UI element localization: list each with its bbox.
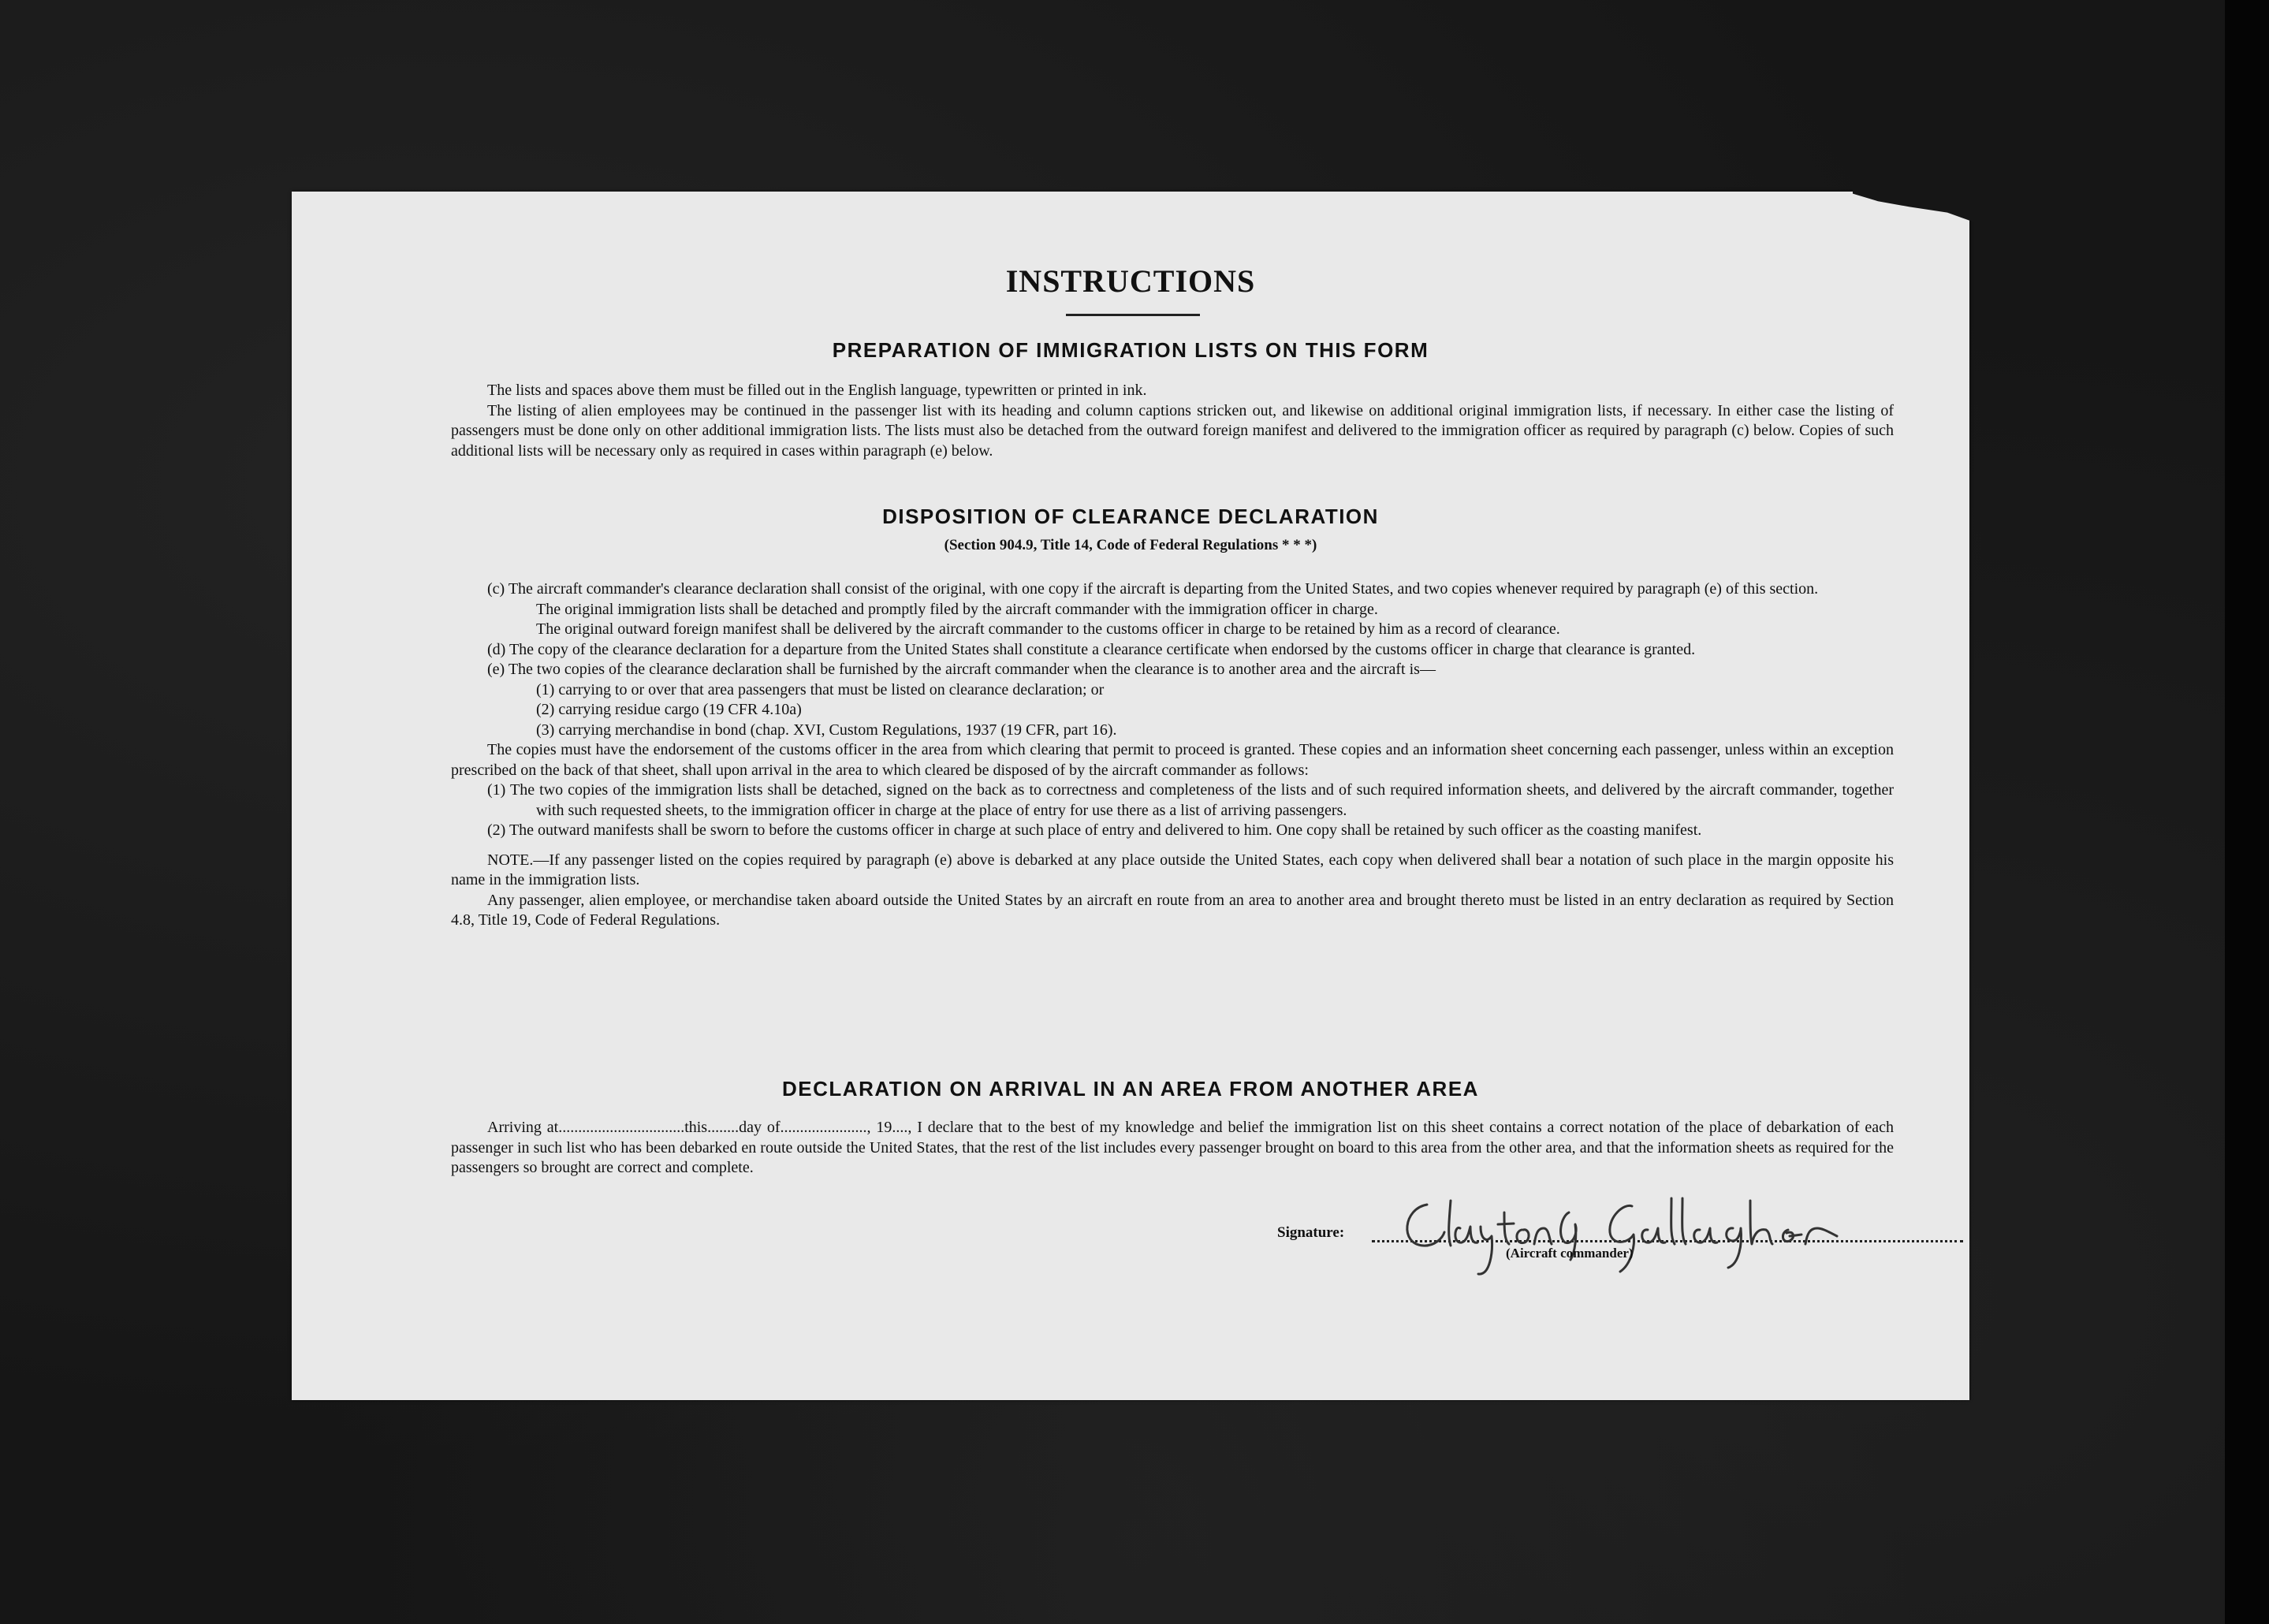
- paragraph: The lists and spaces above them must be filled out in the English language, typewritten or printed in ink.: [487, 382, 1147, 399]
- film-edge: [2225, 0, 2269, 1624]
- section-body-declaration: [451, 1118, 1894, 1179]
- list-item: (1) carrying to or over that area passengers that must be listed on clearance declaration; or: [536, 680, 1105, 698]
- title-rule: [1066, 314, 1200, 316]
- paragraph: (d) The copy of the clearance declaration for a departure from the United States shall constitute a clearance certificate when endorsed by the customs officer in charge that clearance is granted.: [487, 640, 1696, 658]
- list-item: (1) The two copies of the immigration lists shall be detached, signed on the back as to correctness and completeness of the lists and of such required information sheets, and delivered by the aircraft commander, together with such requested sheets, to the immigration officer in charge at the place of entry for use there as a list of arriving passengers.: [487, 781, 1894, 819]
- section-heading-declaration: DECLARATION ON ARRIVAL IN AN AREA FROM ANOTHER AREA: [782, 1077, 1479, 1101]
- section-heading-preparation: PREPARATION OF IMMIGRATION LISTS ON THIS FORM: [832, 338, 1429, 362]
- signature-caption: (Aircraft commander): [1506, 1246, 1634, 1261]
- paragraph: The copies must have the endorsement of the customs officer in the area from which clearing that permit to proceed is granted. These copies and an information sheet concerning each passenger, unless within an exception prescribed on the back of that sheet, shall upon arrival in the area to which cleared be disposed of by the aircraft commander as follows:: [451, 741, 1894, 779]
- paragraph: (c) The aircraft commander's clearance declaration shall consist of the original, with one copy if the aircraft is departing from the United States, and two copies whenever required by paragraph (e) of this section.: [487, 580, 1819, 598]
- paragraph: Any passenger, alien employee, or merchandise taken aboard outside the United States by an aircraft en route from an area to another area and brought thereto must be listed in an entry declaration as required by Section 4.8, Title 19, Code of Federal Regulations.: [451, 891, 1894, 929]
- paragraph: Arriving at................................this........day of......................, 19...., I declare that to the best of my knowledge and belief the immigration list on this sheet contains a correct notation of the place of debarkation of each passenger in such list who has been debarked en route outside the United States, that the rest of the list includes every passenger brought on board to this area from the other area, and that the information sheets as required for the passengers so brought are correct and complete.: [451, 1119, 1894, 1176]
- document-title: INSTRUCTIONS: [1005, 263, 1256, 299]
- signature-label: Signature:: [1277, 1224, 1345, 1241]
- list-item: (3) carrying merchandise in bond (chap. XVI, Custom Regulations, 1937 (19 CFR, part 16).: [536, 721, 1117, 739]
- section-heading-disposition: DISPOSITION OF CLEARANCE DECLARATION: [882, 505, 1379, 528]
- note-paragraph: NOTE.—If any passenger listed on the copies required by paragraph (e) above is debarked at any place outside the United States, each copy when delivered shall bear a notation of such place in the margin opposite his name in the immigration lists.: [451, 851, 1894, 888]
- list-item: (2) The outward manifests shall be sworn to before the customs officer in charge at such place of entry and delivered to him. One copy shall be retained by such officer as the coasting manifest.: [487, 821, 1702, 839]
- list-item: (2) carrying residue cargo (19 CFR 4.10a): [536, 701, 802, 718]
- paragraph: (e) The two copies of the clearance declaration shall be furnished by the aircraft commander when the clearance is to another area and the aircraft is—: [487, 661, 1436, 678]
- paragraph: The listing of alien employees may be continued in the passenger list with its heading and column captions stricken out, and likewise on additional original immigration lists, if necessary. In either case the listing of passengers must be done only on other additional immigration lists. The lists must also be detached from the outward foreign manifest and delivered to the immigration officer as required by paragraph (c) below. Copies of such additional lists will be necessary only as required in cases within paragraph (e) below.: [451, 401, 1894, 460]
- paragraph: The original immigration lists shall be detached and promptly filed by the aircraft commander with the immigration officer in charge.: [536, 600, 1378, 618]
- section-subheading-regulation: (Section 904.9, Title 14, Code of Federal Regulations * * *): [944, 537, 1317, 553]
- section-body-preparation: [451, 381, 1894, 461]
- paragraph: The original outward foreign manifest shall be delivered by the aircraft commander to the customs officer in charge to be retained by him as a record of clearance.: [536, 620, 1560, 638]
- section-body-disposition: [451, 579, 1894, 931]
- document-page: [292, 192, 1969, 1400]
- handwritten-signature: [1395, 1189, 1963, 1276]
